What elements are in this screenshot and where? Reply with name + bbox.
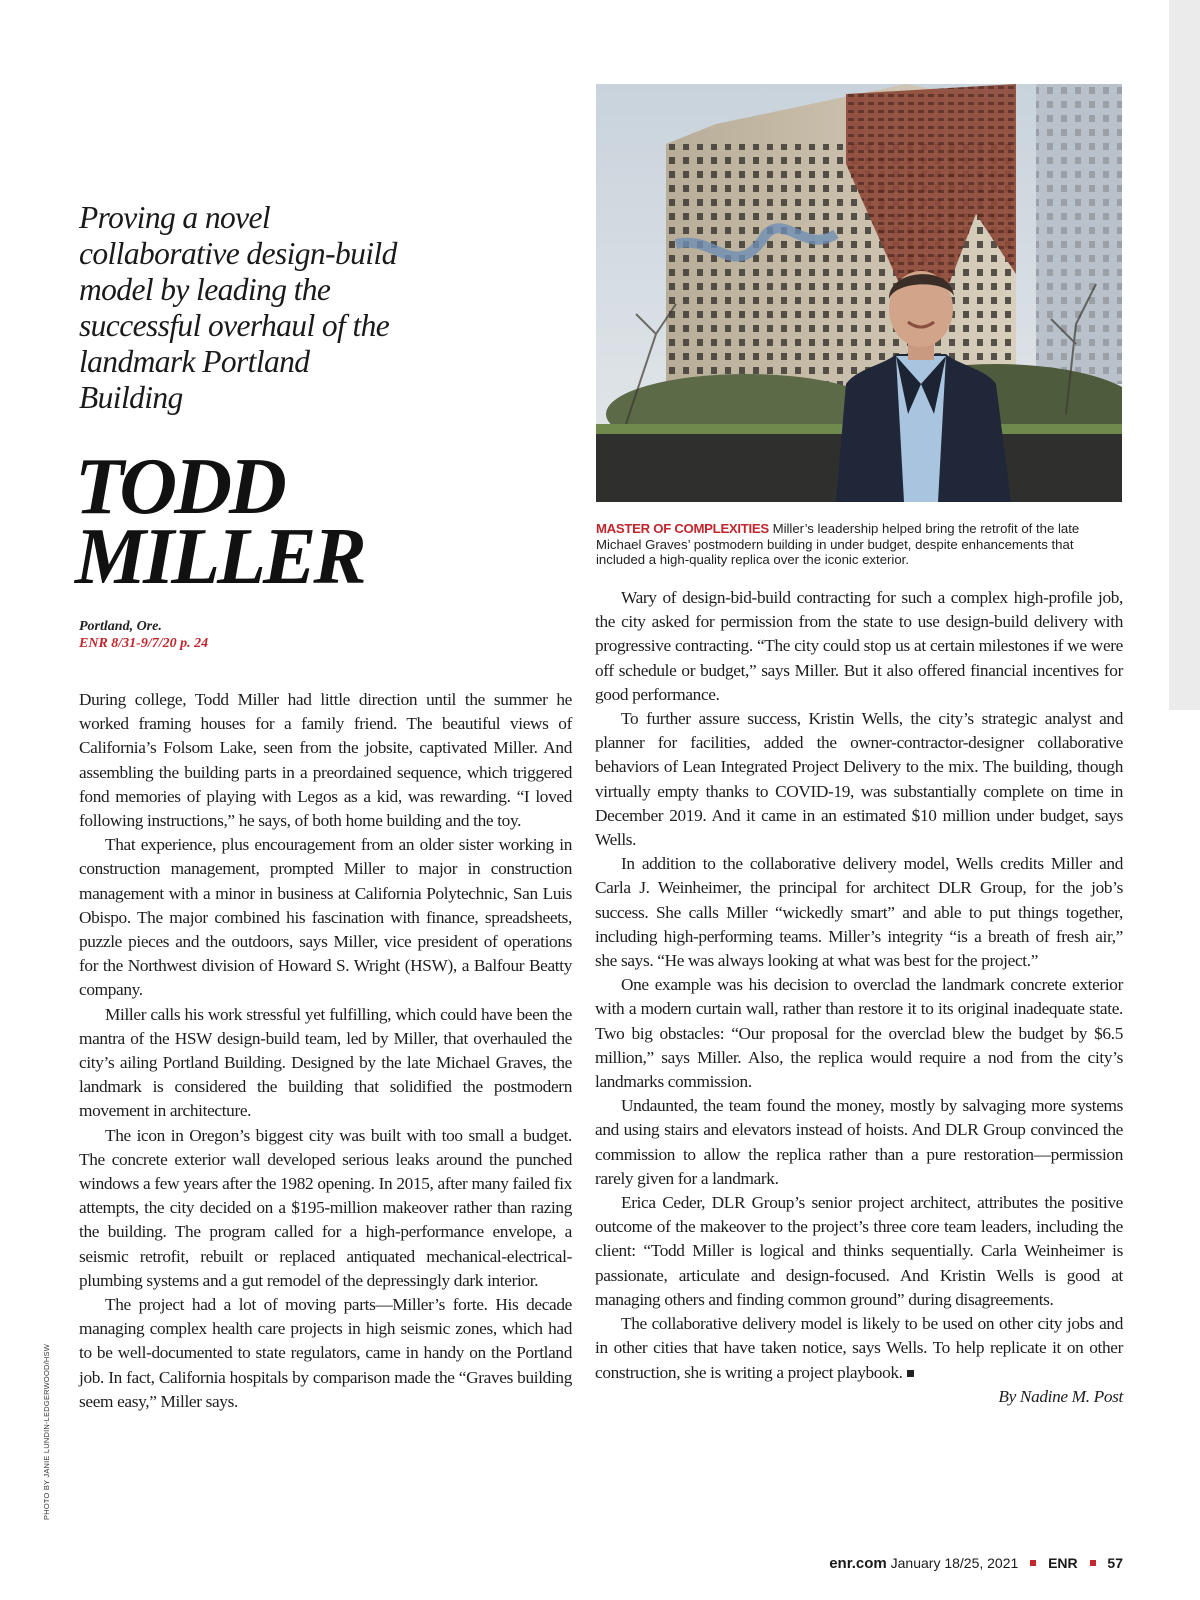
photo-illustration bbox=[596, 84, 1122, 502]
separator-square-icon bbox=[1090, 1560, 1096, 1566]
page-number: 57 bbox=[1107, 1555, 1123, 1571]
caption-text: Miller’s leadership helped bring the retrofit of the late Michael Graves’ postmodern building in under budget, despite enhancements that included a high-quality replica over the iconic exterior. bbox=[596, 521, 1080, 567]
paragraph: One example was his decision to overclad the landmark concrete exterior with a modern curtain wall, rather than restore it to its original inadequate state. Two big obstacles: “Our proposal for the overclad blew the budget by $6.5 million,” says Miller. Also, the replica would require a nod from the city’s landmarks commission. bbox=[595, 975, 1123, 1092]
portrait-photo bbox=[596, 84, 1122, 502]
location-block bbox=[79, 618, 208, 652]
paragraph: The icon in Oregon’s biggest city was built with too small a budget. The concrete exterior wall developed serious leaks around the punched windows a few years after the 1982 opening. In 2015, after many failed fix attempts, the city decided on a $195-million makeover rather than razing the building. The program called for a high-performance envelope, a seismic retrofit, rebuilt or replaced antiquated mechanical-electrical-plumbing systems and a gut remodel of the depressingly dark interior. bbox=[79, 1125, 572, 1290]
footer-publication: ENR bbox=[1048, 1555, 1078, 1571]
paragraph: Wary of design-bid-build contracting for such a complex high-profile job, the city asked for permission from the state to use design-build delivery with progressive contracting. “The city could stop us at certain milestones if we were off schedule or budget,” says Miller. But it also offered financial incentives for good performance. bbox=[595, 588, 1123, 704]
footer-site: enr.com bbox=[829, 1555, 887, 1572]
caption-head: MASTER OF COMPLEXITIES bbox=[596, 521, 769, 536]
profile-name bbox=[75, 443, 535, 601]
last-paragraph bbox=[595, 1312, 1123, 1385]
photo-credit: PHOTO BY JANIE LUNDIN-LEDGERWOOD/HSW bbox=[42, 1344, 51, 1520]
enr-reference: ENR 8/31-9/7/20 p. 24 bbox=[79, 636, 209, 651]
location: Portland, Ore. bbox=[79, 619, 162, 634]
page-footer bbox=[829, 1555, 1123, 1572]
body-column-left bbox=[79, 688, 572, 1414]
paragraph: Undaunted, the team found the money, mostly by salvaging more systems and using stairs and elevators instead of hoists. And DLR Group convinced the commission to allow the replica rather than a pure restoration—permission rarely given for a landmark. bbox=[595, 1096, 1123, 1188]
footer-date: January 18/25, 2021 bbox=[890, 1555, 1019, 1571]
paragraph: That experience, plus encouragement from an older sister working in construction management, prompted Miller to major in construction management with a minor in business at California Polytechnic, San Luis Obispo. The major combined his fascination with finance, spreadsheets, puzzle pieces and the outdoors, says Miller, vice president of operations for the Northwest division of Howard S. Wright (HSW), a Balfour Beatty company. bbox=[79, 835, 572, 1000]
byline: By Nadine M. Post bbox=[998, 1386, 1123, 1406]
page-edge-tab bbox=[1169, 0, 1200, 710]
paragraph: To further assure success, Kristin Wells, the city’s strategic analyst and planner for facilities, added the owner-contractor-designer collaborative behaviors of Lean Integrated Project Delivery to the mix. The building, though virtually empty thanks to COVID-19, was substantially complete on time in December 2019. And it came in an estimated $10 million under budget, says Wells. bbox=[595, 709, 1123, 850]
paragraph: During college, Todd Miller had little direction until the summer he worked framing houses for a family friend. The beautiful views of California’s Folsom Lake, seen from the jobsite, captivated Miller. And assembling the building parts in a preordained sequence, which triggered fond memories of playing with Legos as a kid, was rewarding. “I loved following instructions,” he says, of both home building and the toy. bbox=[79, 690, 572, 831]
paragraph: The project had a lot of moving parts—Miller’s forte. His decade managing complex health care projects in high seismic zones, which had to be well-documented to state regulators, came in handy on the Portland job. In fact, California hospitals by comparison made the “Graves building seem easy,” Miller says. bbox=[79, 1295, 572, 1411]
deck-headline: Proving a novel collaborative design-build model by leading the successful overhaul of the landmark Portland Building bbox=[79, 200, 397, 415]
separator-square-icon bbox=[1030, 1560, 1036, 1566]
photo-caption bbox=[596, 521, 1124, 568]
name-line-last: MILLER bbox=[75, 513, 364, 601]
body-column-right bbox=[595, 586, 1123, 1409]
name-line-first: TODD bbox=[75, 443, 284, 531]
paragraph: Erica Ceder, DLR Group’s senior project architect, attributes the positive outcome of the makeover to the project’s three core team leaders, including the client: “Todd Miller is logical and thinks sequentially. Carla Weinheimer is passionate, articulate and design-focused. And Kristin Wells is good at managing others and finding common ground” during disagreements. bbox=[595, 1193, 1123, 1309]
paragraph-text: The collaborative delivery model is likely to be used on other city jobs and in other cities that have taken notice, says Wells. To help replicate it on other construction, she is writing a project playbook. bbox=[595, 1314, 1123, 1382]
end-mark-icon bbox=[907, 1370, 914, 1377]
paragraph: Miller calls his work stressful yet fulfilling, which could have been the mantra of the HSW design-build team, led by Miller, that overhauled the city’s ailing Portland Building. Designed by the late Michael Graves, the landmark is considered the building that solidified the postmodern movement in architecture. bbox=[79, 1004, 572, 1121]
paragraph: In addition to the collaborative delivery model, Wells credits Miller and Carla J. Weinheimer, the principal for architect DLR Group, for the job’s success. She calls Miller “wickedly smart” and able to put things together, including high-performing teams. Miller’s integrity “is a breath of fresh air,” she says. “He was always looking at what was best for the project.” bbox=[595, 854, 1123, 971]
